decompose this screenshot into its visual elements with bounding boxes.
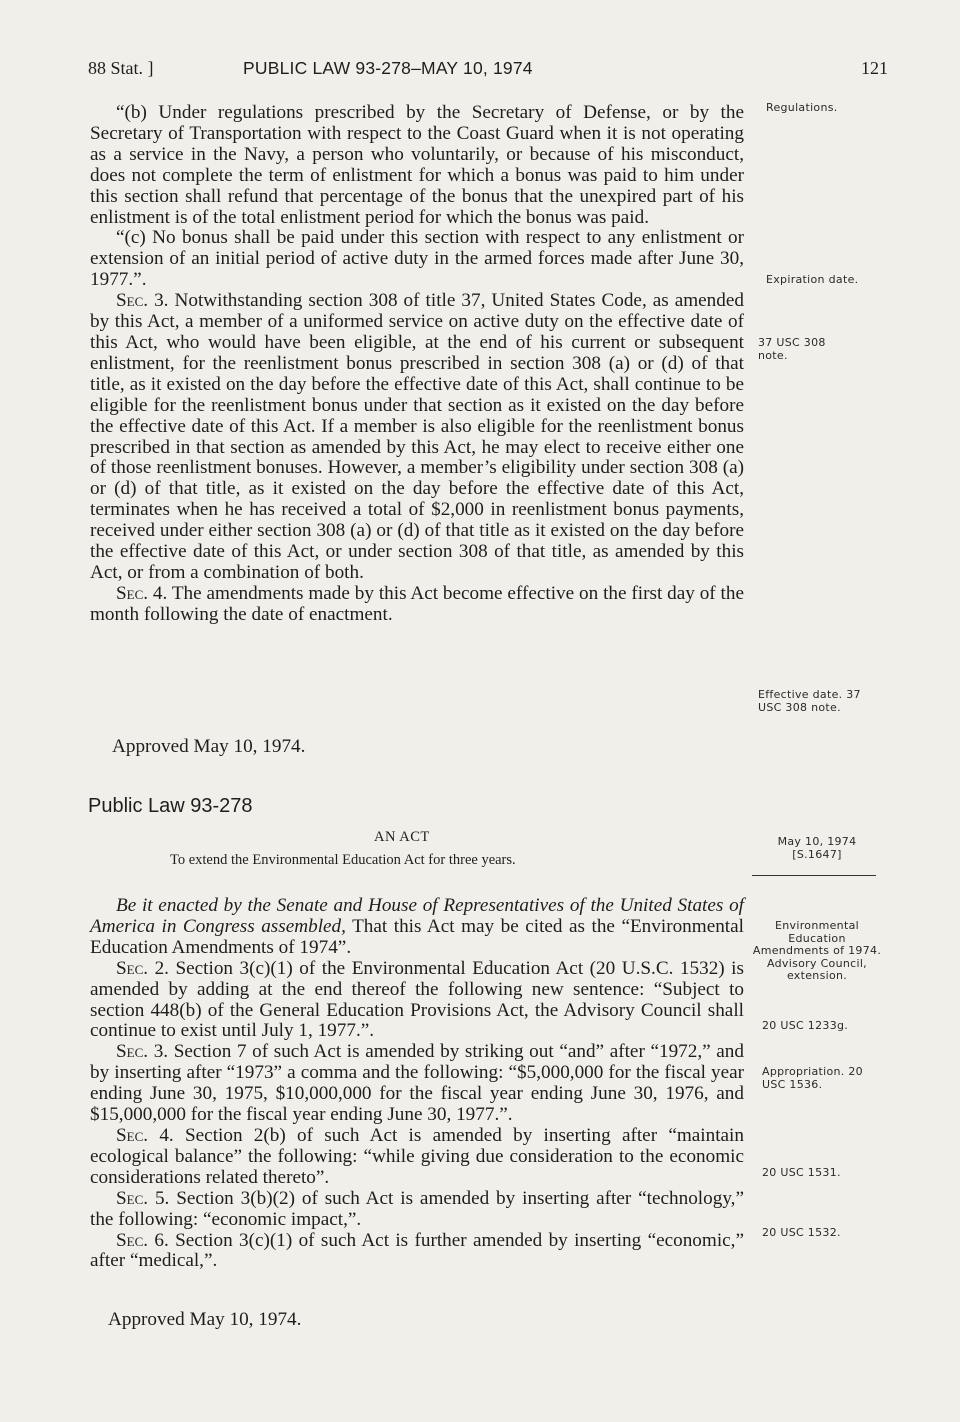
section-3-text: Notwithstanding section 308 of title 37, United States Code, as amended by this Act, a member of a uniformed service on active duty on the effective date of this Act, who would have been eligible, at the end of his current or subsequent enlistment, for the reenlistment bonus prescribed in section 308 (a) or (d) of that title, as it existed on the day before the effective date of this Act, shall continue to be eligible for the reenlistment bonus under that section as it existed on the day before the effective date of this Act. If a member is also eligible for the reenlistment bonus prescribed in that section as amended by this Act, he may elect to receive either one of those reenlistment bonuses. However, a member’s eligibility under section 308 (a) or (d) of that title, as it existed on the day before the effective date of this Act, terminates when he has received a total of $2,000 in reenlistment bonus payments, received under either section 308 (a) or (d) of that title as it existed on the day before the effective date of this Act, or under section 308 of that title, as amended by this Act, or from a combination of both. [90, 290, 744, 583]
page-number: 121 [861, 58, 888, 78]
enacting-clause-italic: Be it enacted by the Senate and House of Representatives of the United States of America in Congress assembled, [90, 895, 744, 937]
margin-note-20usc1532: 20 USC 1532. [762, 1226, 841, 1239]
margin-note-20usc1233g: 20 USC 1233g. [762, 1019, 849, 1032]
an-act-heading: AN ACT [374, 829, 430, 845]
margin-note-expiration: Expiration date. [766, 273, 859, 286]
section-4 [90, 584, 744, 626]
margin-note-20usc1531: 20 USC 1531. [762, 1166, 841, 1179]
act-section-3-label: Sec. 3. [116, 1041, 169, 1063]
margin-note-effective-date: Effective date. 37 USC 308 note. [758, 688, 861, 714]
section-3 [90, 291, 744, 584]
enacting-clause [90, 896, 744, 959]
act-section-5-text: Section 3(b)(2) of such Act is amended by inserting after “technology,” the following: “economic impact,”. [90, 1187, 744, 1230]
public-law-title: Public Law 93-278 [88, 795, 253, 817]
approved-date-1: Approved May 10, 1974. [112, 736, 306, 757]
margin-note-short-title: Environmental Education Amendments of 1974. Advisory Council, extension. [752, 919, 882, 982]
act-section-5 [90, 1189, 744, 1231]
running-header [88, 58, 888, 84]
margin-note-37usc308: 37 USC 308 note. [758, 336, 826, 362]
act-subtitle: To extend the Environmental Education Act for three years. [170, 852, 516, 868]
margin-note-bill-date: May 10, 1974 [S.1647] [777, 835, 857, 861]
act-section-3 [90, 1042, 744, 1126]
statute-reference: 88 Stat. ] [88, 58, 154, 78]
act-section-4-label: Sec. 4. [116, 1124, 174, 1146]
act-section-6-text: Section 3(c)(1) of such Act is further amended by inserting “economic,” after “medical,”. [90, 1229, 744, 1272]
act-section-2 [90, 959, 744, 1043]
section-3-label: Sec. 3. [116, 290, 169, 312]
continuation-text [90, 103, 744, 626]
enacting-clause-text: That this Act may be cited as the “Environmental Education Amendments of 1974”. [90, 915, 744, 958]
margin-note-regulations: Regulations. [766, 101, 838, 114]
act-body-text [90, 896, 744, 1272]
margin-note-appropriation: Appropriation. 20 USC 1536. [762, 1065, 863, 1091]
section-4-label: Sec. 4. [116, 582, 168, 604]
act-section-5-label: Sec. 5. [116, 1187, 170, 1209]
act-section-3-text: Section 7 of such Act is amended by striking out “and” after “1972,” and by inserting after “1973” a comma and the following: “$5,000,000 for the fiscal year ending June 30, 1975, $10,000,000 for the fiscal year ending June 30, 1976, and $15,000,000 for the fiscal year ending June 30, 1977.”. [90, 1041, 744, 1126]
approved-date-2: Approved May 10, 1974. [108, 1309, 302, 1330]
act-section-6 [90, 1231, 744, 1273]
act-section-4 [90, 1126, 744, 1189]
header-title: PUBLIC LAW 93-278–MAY 10, 1974 [243, 58, 533, 78]
subsection-b: “(b) Under regulations prescribed by the Secretary of Defense, or by the Secretary of Transportation with respect to the Coast Guard when it is not operating as a service in the Navy, a person who voluntarily, or because of his misconduct, does not complete the term of enlistment for which a bonus was paid to him under this section shall refund that percentage of the bonus that the unexpired part of his enlistment is of the total enlistment period for which the bonus was paid. [90, 102, 744, 228]
act-section-2-text: Section 3(c)(1) of the Environmental Education Act (20 U.S.C. 1532) is amended by adding at the end thereof the following new sentence: “Subject to section 448(b) of the General Education Provisions Act, the Advisory Council shall continue to exist until July 1, 1977.”. [90, 957, 744, 1042]
act-section-4-text: Section 2(b) of such Act is amended by inserting after “maintain ecological balance” the following: “while giving due consideration to the economic considerations related thereto”. [90, 1124, 744, 1188]
section-4-text: The amendments made by this Act become effective on the first day of the month following the date of enactment. [90, 582, 744, 625]
margin-divider [752, 875, 876, 876]
subsection-c: “(c) No bonus shall be paid under this section with respect to any enlistment or extension of an initial period of active duty in the armed forces made after June 30, 1977.”. [90, 227, 744, 291]
act-section-2-label: Sec. 2. [116, 957, 169, 979]
act-section-6-label: Sec. 6. [116, 1229, 169, 1251]
